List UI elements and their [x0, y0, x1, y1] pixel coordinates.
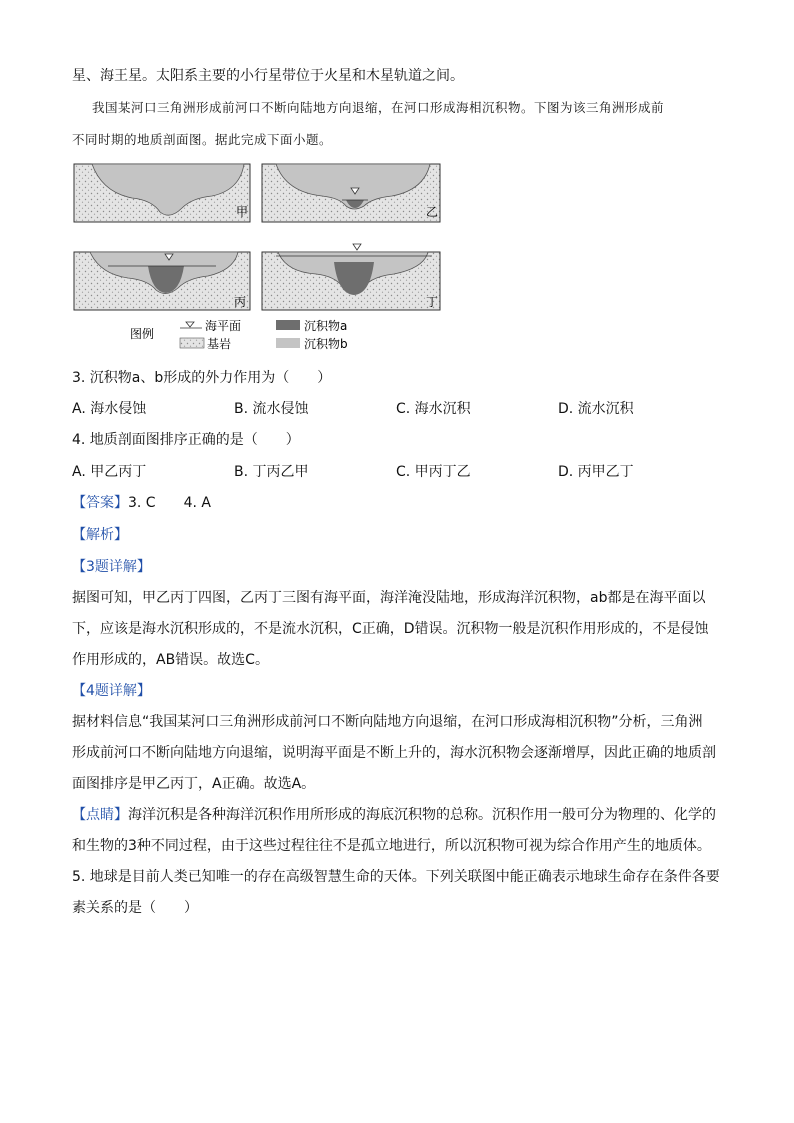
q3-option-c: C. 海水沉积 [396, 401, 471, 417]
legend-title: 图例 [130, 327, 155, 341]
panel-label-ding: 丁 [426, 295, 439, 309]
detail-3-tag: 【3题详解】 [72, 559, 151, 575]
passage-line-1: 我国某河口三角洲形成前河口不断向陆地方向退缩，在河口形成海相沉积物。下图为该三角洲形成前 [92, 100, 665, 115]
analysis-tag: 【解析】 [72, 527, 128, 543]
q4-option-c: C. 甲丙丁乙 [396, 464, 471, 480]
detail-4-line-3: 面图排序是甲乙丙丁，A正确。故选A。 [72, 776, 316, 792]
detail-4-line-1: 据材料信息“我国某河口三角洲形成前河口不断向陆地方向退缩，在河口形成海相沉积物”分析，三角洲 [72, 714, 703, 730]
panel-label-jia: 甲 [236, 205, 249, 219]
panel-bing [74, 252, 250, 310]
tip-tag: 【点睛】 [72, 807, 128, 823]
answer-tag: 【答案】 [72, 495, 128, 511]
legend-sediment-a: 沉积物a [304, 319, 348, 333]
panel-ding [262, 244, 440, 310]
legend-sediment-b: 沉积物b [304, 337, 348, 351]
question-3-stem: 3. 沉积物a、b形成的外力作用为（ ） [72, 370, 332, 386]
tip-line-1 [72, 805, 724, 825]
sediment-b-swatch-icon [276, 338, 300, 348]
passage-line-2: 不同时期的地质剖面图。据此完成下面小题。 [72, 132, 333, 147]
detail-3-line-1: 据图可知，甲乙丙丁四图，乙丙丁三图有海平面，海洋淹没陆地，形成海洋沉积物，ab都是在海平面以 [72, 590, 706, 606]
question-5-line-1: 5. 地球是目前人类已知唯一的存在高级智慧生命的天体。下列关联图中能正确表示地球生命存在条件各要 [72, 869, 720, 885]
answer-text: 3. C 4. A [128, 495, 211, 511]
detail-3-line-3: 作用形成的，AB错误。故选C。 [72, 652, 269, 668]
q4-option-d: D. 丙甲乙丁 [558, 464, 634, 480]
answer-line [72, 493, 724, 513]
intro-line: 星、海王星。太阳系主要的小行星带位于火星和木星轨道之间。 [72, 68, 464, 84]
q4-option-a: A. 甲乙丙丁 [72, 464, 147, 480]
legend-bedrock: 基岩 [207, 337, 232, 351]
q3-option-d: D. 流水沉积 [558, 401, 634, 417]
tip-line-2: 和生物的3种不同过程，由于这些过程往往不是孤立地进行，所以沉积物可视为综合作用产生的地质体。 [72, 838, 711, 854]
q3-option-a: A. 海水侵蚀 [72, 401, 147, 417]
panel-yi [262, 164, 440, 222]
detail-4-line-2: 形成前河口不断向陆地方向退缩，说明海平面是不断上升的，海水沉积物会逐渐增厚，因此正确的地质剖 [72, 745, 716, 761]
sediment-a-swatch-icon [276, 320, 300, 330]
question-4-stem: 4. 地质剖面图排序正确的是（ ） [72, 432, 300, 448]
geologic-profile-figure [72, 162, 452, 358]
panel-label-bing: 丙 [234, 295, 247, 309]
q4-option-b: B. 丁丙乙甲 [234, 464, 309, 480]
detail-4-tag: 【4题详解】 [72, 683, 151, 699]
panel-label-yi: 乙 [426, 205, 439, 219]
figure-legend [130, 318, 348, 351]
q3-option-b: B. 流水侵蚀 [234, 401, 309, 417]
bedrock-swatch-icon [180, 338, 204, 348]
tip-text-1: 海洋沉积是各种海洋沉积作用所形成的海底沉积物的总称。沉积作用一般可分为物理的、化学的 [128, 807, 716, 823]
detail-3-line-2: 下，应该是海水沉积形成的，不是流水沉积，C正确，D错误。沉积物一般是沉积作用形成的，不是侵蚀 [72, 621, 709, 637]
panel-jia [74, 164, 250, 222]
question-5-line-2: 素关系的是（ ） [72, 900, 198, 916]
legend-sea-level: 海平面 [205, 319, 242, 333]
